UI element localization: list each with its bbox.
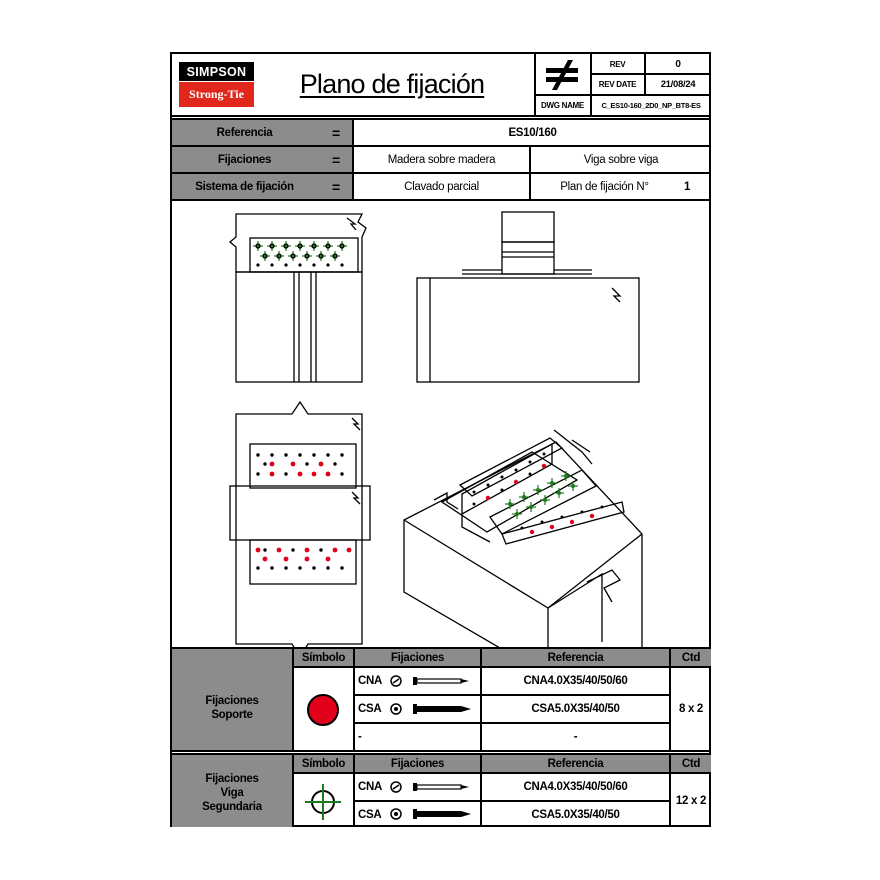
soporte-col-simbolo: Símbolo xyxy=(301,651,346,664)
rev-date-value: 21/08/24 xyxy=(660,79,696,90)
nail-cna-icon xyxy=(389,674,479,688)
view-isometric xyxy=(404,430,642,647)
rev-value: 0 xyxy=(675,58,681,70)
soporte-row3-type: - xyxy=(358,731,362,743)
viga-ctd: 12 x 2 xyxy=(675,794,707,807)
plan-value: 1 xyxy=(683,180,691,193)
plan-label: Plan de fijación N° xyxy=(560,180,649,193)
soporte-row2-type: CSA xyxy=(358,703,382,715)
sistema-value: Clavado parcial xyxy=(404,180,479,193)
equals-2: = xyxy=(332,151,340,168)
fijaciones-label: Fijaciones xyxy=(217,153,272,166)
logo-strong-tie: Strong-Tie xyxy=(179,82,254,107)
viga-col-ctd: Ctd xyxy=(681,757,701,770)
viga-col-fijaciones: Fijaciones xyxy=(390,757,445,770)
fijaciones-value-2: Viga sobre viga xyxy=(583,153,659,166)
soporte-col-referencia: Referencia xyxy=(547,651,604,664)
soporte-row1-type: CNA xyxy=(358,675,383,687)
fijaciones-value-1: Madera sobre madera xyxy=(387,153,496,166)
referencia-value: ES10/160 xyxy=(508,126,557,139)
soporte-ctd: 8 x 2 xyxy=(678,703,704,715)
view-front-elevation xyxy=(230,214,366,382)
view-side-elevation xyxy=(417,212,639,382)
soporte-row2-ref: CSA5.0X35/40/50 xyxy=(531,703,620,715)
view-front-markers xyxy=(253,241,347,267)
view-plan xyxy=(230,402,370,647)
nail-cna-icon xyxy=(389,780,479,794)
equals-1: = xyxy=(332,124,340,141)
viga-row2-ref: CSA5.0X35/40/50 xyxy=(531,808,620,821)
dwg-name-label: DWG NAME xyxy=(541,101,584,110)
logo-simpson: SIMPSON xyxy=(179,62,254,81)
soporte-row1-ref: CNA4.0X35/40/50/60 xyxy=(523,675,628,687)
referencia-label: Referencia xyxy=(216,126,273,139)
view-isometric-markers xyxy=(473,453,604,535)
technical-drawings xyxy=(172,202,711,647)
rev-date-label: REV DATE xyxy=(598,80,637,89)
viga-col-simbolo: Símbolo xyxy=(301,757,346,770)
viga-row2-type: CSA xyxy=(358,808,382,821)
not-equal-icon xyxy=(538,57,586,92)
beam-symbol-icon xyxy=(303,782,343,822)
page-title: Plano de fijación xyxy=(299,68,485,99)
soporte-col-fijaciones: Fijaciones xyxy=(390,651,445,664)
viga-col-referencia: Referencia xyxy=(547,757,604,770)
screw-csa-icon xyxy=(389,807,479,821)
support-symbol-icon xyxy=(307,694,339,726)
rev-label: REV xyxy=(609,59,626,69)
viga-row1-type: CNA xyxy=(358,781,383,793)
viga-row1-ref: CNA4.0X35/40/50/60 xyxy=(523,781,628,793)
soporte-row3-ref: - xyxy=(573,731,578,743)
sistema-label: Sistema de fijación xyxy=(195,180,294,193)
drawing-sheet xyxy=(170,52,711,827)
viga-group-label: Fijaciones Viga Segundaria xyxy=(202,773,262,813)
dwg-name-value: C_ES10-160_2D0_NP_BT8-ES xyxy=(601,101,701,110)
equals-3: = xyxy=(332,178,340,195)
soporte-col-ctd: Ctd xyxy=(681,651,701,664)
soporte-group-label: Fijaciones Soporte xyxy=(205,695,259,721)
view-plan-markers xyxy=(256,453,352,569)
screw-csa-icon xyxy=(389,702,479,716)
